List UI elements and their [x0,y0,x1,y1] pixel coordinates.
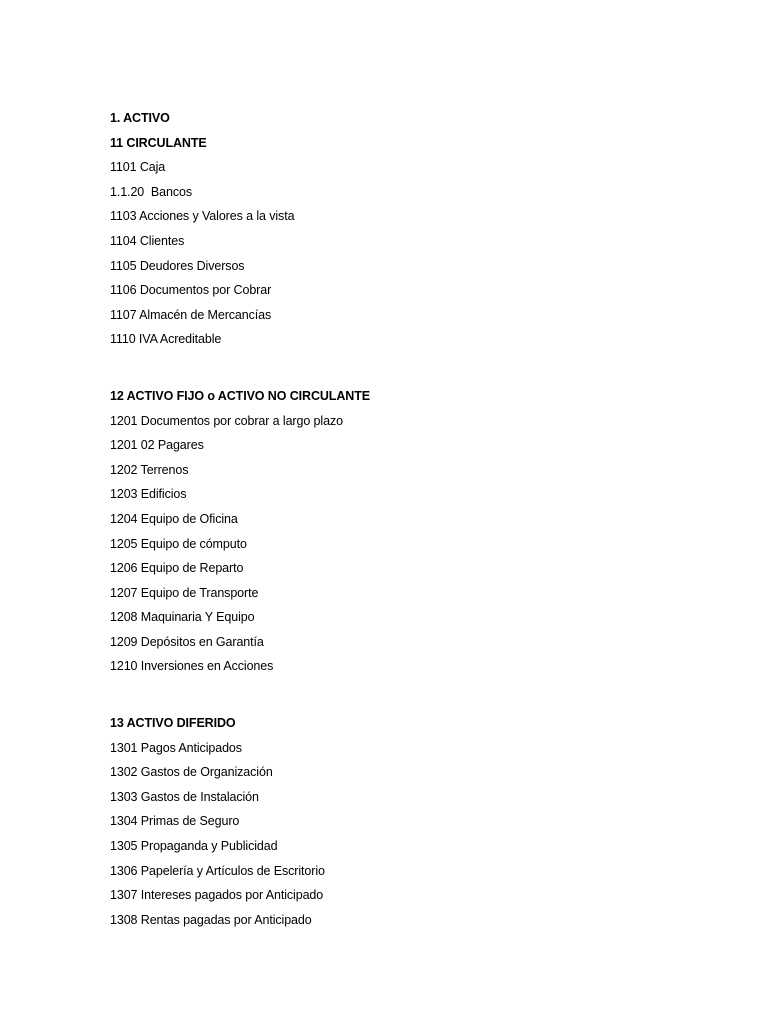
account-item: 1105 Deudores Diversos [110,258,245,273]
account-item: 1202 Terrenos [110,462,189,477]
account-item: 1308 Rentas pagadas por Anticipado [110,912,312,927]
section-activo-fijo [110,384,670,679]
account-item: 1208 Maquinaria Y Equipo [110,610,255,625]
section-activo-diferido [110,711,670,932]
account-item: 1306 Papelería y Artículos de Escritorio [110,863,325,878]
section-spacer [110,352,670,384]
account-item: 1103 Acciones y Valores a la vista [110,209,295,224]
account-item: 1301 Pagos Anticipados [110,740,242,755]
document-page [110,106,670,932]
account-item: 1104 Clientes [110,233,185,248]
section-circulante [110,131,670,352]
account-item: 1305 Propaganda y Publicidad [110,839,278,854]
account-item: 1201 Documentos por cobrar a largo plazo [110,413,343,428]
section-title: 11 CIRCULANTE [110,135,207,150]
document-heading: 1. ACTIVO [110,111,170,125]
account-item: 1205 Equipo de cómputo [110,536,247,551]
account-item: 1203 Edificios [110,487,187,502]
account-item: 1101 Caja [110,160,166,175]
account-item: 1107 Almacén de Mercancías [110,307,272,322]
section-title: 12 ACTIVO FIJO o ACTIVO NO CIRCULANTE [110,388,370,403]
account-item: 1304 Primas de Seguro [110,814,240,829]
account-item: 1302 Gastos de Organización [110,765,273,780]
account-item: 1307 Intereses pagados por Anticipado [110,888,324,903]
account-item: 1.1.20 Bancos [110,184,192,199]
account-item: 1207 Equipo de Transporte [110,585,259,600]
section-title: 13 ACTIVO DIFERIDO [110,716,236,731]
account-item: 1110 IVA Acreditable [110,332,222,347]
account-item: 1204 Equipo de Oficina [110,511,238,526]
section-spacer [110,679,670,711]
account-item: 1106 Documentos por Cobrar [110,283,272,298]
account-item: 1210 Inversiones en Acciones [110,659,274,674]
account-item: 1303 Gastos de Instalación [110,789,259,804]
account-item: 1201 02 Pagares [110,438,204,453]
account-item: 1206 Equipo de Reparto [110,561,244,576]
account-item: 1209 Depósitos en Garantía [110,634,264,649]
